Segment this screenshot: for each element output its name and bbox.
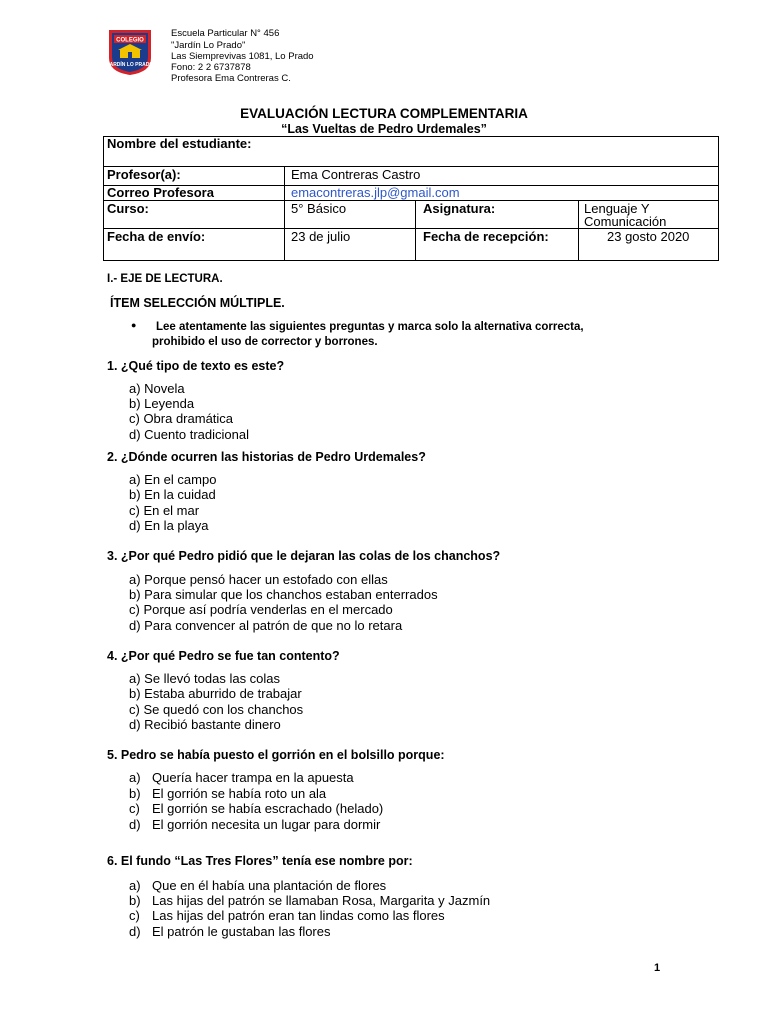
q3-option-c[interactable]: c) Porque así podría venderlas en el mercado [129, 602, 393, 617]
receive-date-label: Fecha de recepción: [423, 229, 549, 244]
question-5: 5. Pedro se había puesto el gorrión en el bolsillo porque: [107, 748, 445, 762]
course-label: Curso: [107, 201, 149, 216]
send-date-label: Fecha de envío: [107, 229, 206, 244]
q1-option-a[interactable]: a) Novela [129, 381, 185, 396]
subject-label: Asignatura: [423, 201, 496, 216]
q3-option-a[interactable]: a) Porque pensó hacer un estofado con ellas [129, 572, 388, 587]
q6-option-d[interactable]: d) El patrón le gustaban las flores [129, 924, 331, 939]
q5-option-c[interactable]: c) El gorrión se había escrachado (helado) [129, 801, 384, 816]
q4-option-a[interactable]: a) Se llevó todas las colas [129, 671, 281, 686]
send-date-value: 23 de julio [291, 229, 351, 244]
question-6: 6. El fundo “Las Tres Flores” tenía ese nombre por: [107, 854, 413, 868]
q5-option-b[interactable]: b) El gorrión se había roto un ala [129, 786, 327, 801]
school-subname-line: "Jardín Lo Prado" [171, 40, 246, 51]
subject-value-line2: Comunicación [584, 214, 667, 229]
page-number: 1 [654, 962, 661, 974]
school-teacher-line: Profesora Ema Contreras C. [171, 73, 291, 84]
logo-bottom-text: JARDÍN LO PRADO [106, 62, 154, 68]
school-name-line: Escuela Particular N° 456 [171, 28, 280, 39]
school-address-line: Las Siemprevivas 1081, Lo Prado [171, 51, 314, 62]
q5-option-a[interactable]: a) Quería hacer trampa en la apuesta [129, 770, 354, 785]
q3-option-d[interactable]: d) Para convencer al patrón de que no lo retara [129, 618, 403, 633]
q2-option-d[interactable]: d) En la playa [129, 518, 209, 533]
student-info-table [103, 136, 719, 261]
q2-option-a[interactable]: a) En el campo [129, 472, 217, 487]
q2-option-c[interactable]: c) En el mar [129, 503, 200, 518]
instruction-line1: Lee atentamente las siguientes preguntas y marca solo la alternativa correcta, [156, 321, 584, 333]
school-logo [106, 28, 154, 76]
q1-option-d[interactable]: d) Cuento tradicional [129, 427, 249, 442]
document-subtitle: “Las Vueltas de Pedro Urdemales” [281, 122, 487, 136]
q1-option-b[interactable]: b) Leyenda [129, 396, 195, 411]
question-4: 4. ¿Por qué Pedro se fue tan contento? [107, 649, 340, 663]
school-phone-line: Fono: 2 2 6737878 [171, 62, 251, 73]
q6-option-a[interactable]: a) Que en él había una plantación de flores [129, 878, 387, 893]
instruction-line2: prohibido el uso de corrector y borrones. [152, 336, 378, 348]
email-label: Correo Profesora [107, 185, 214, 200]
question-3: 3. ¿Por qué Pedro pidió que le dejaran las colas de los chanchos? [107, 549, 501, 563]
document-title: EVALUACIÓN LECTURA COMPLEMENTARIA [240, 106, 528, 121]
q5-option-d[interactable]: d) El gorrión necesita un lugar para dormir [129, 817, 381, 832]
course-value: 5° Básico [291, 201, 347, 216]
q3-option-b[interactable]: b) Para simular que los chanchos estaban enterrados [129, 587, 438, 602]
receive-date-value: 23 gosto 2020 [607, 229, 690, 244]
q1-option-c[interactable]: c) Obra dramática [129, 411, 234, 426]
q6-option-b[interactable]: b) Las hijas del patrón se llamaban Rosa, Margarita y Jazmín [129, 893, 491, 908]
student-name-label: Nombre del estudiante: [107, 136, 252, 151]
q4-option-c[interactable]: c) Se quedó con los chanchos [129, 702, 304, 717]
q2-option-b[interactable]: b) En la cuidad [129, 487, 216, 502]
q4-option-b[interactable]: b) Estaba aburrido de trabajar [129, 686, 302, 701]
subject-value-line1: Lenguaje Y [584, 201, 650, 216]
q4-option-d[interactable]: d) Recibió bastante dinero [129, 717, 281, 732]
section-title: I.- EJE DE LECTURA. [107, 273, 223, 285]
logo-top-text: COLEGIO [116, 37, 144, 44]
item-title: ÍTEM SELECCIÓN MÚLTIPLE. [110, 296, 285, 310]
question-2: 2. ¿Dónde ocurren las historias de Pedro Urdemales? [107, 450, 426, 464]
teacher-value: Ema Contreras Castro [291, 167, 421, 182]
question-1: 1. ¿Qué tipo de texto es este? [107, 359, 285, 373]
teacher-label: Profesor(a): [107, 167, 181, 182]
bullet-icon: ● [131, 320, 137, 330]
email-link[interactable]: emacontreras.jlp@gmail.com [291, 185, 460, 200]
q6-option-c[interactable]: c) Las hijas del patrón eran tan lindas como las flores [129, 908, 445, 923]
